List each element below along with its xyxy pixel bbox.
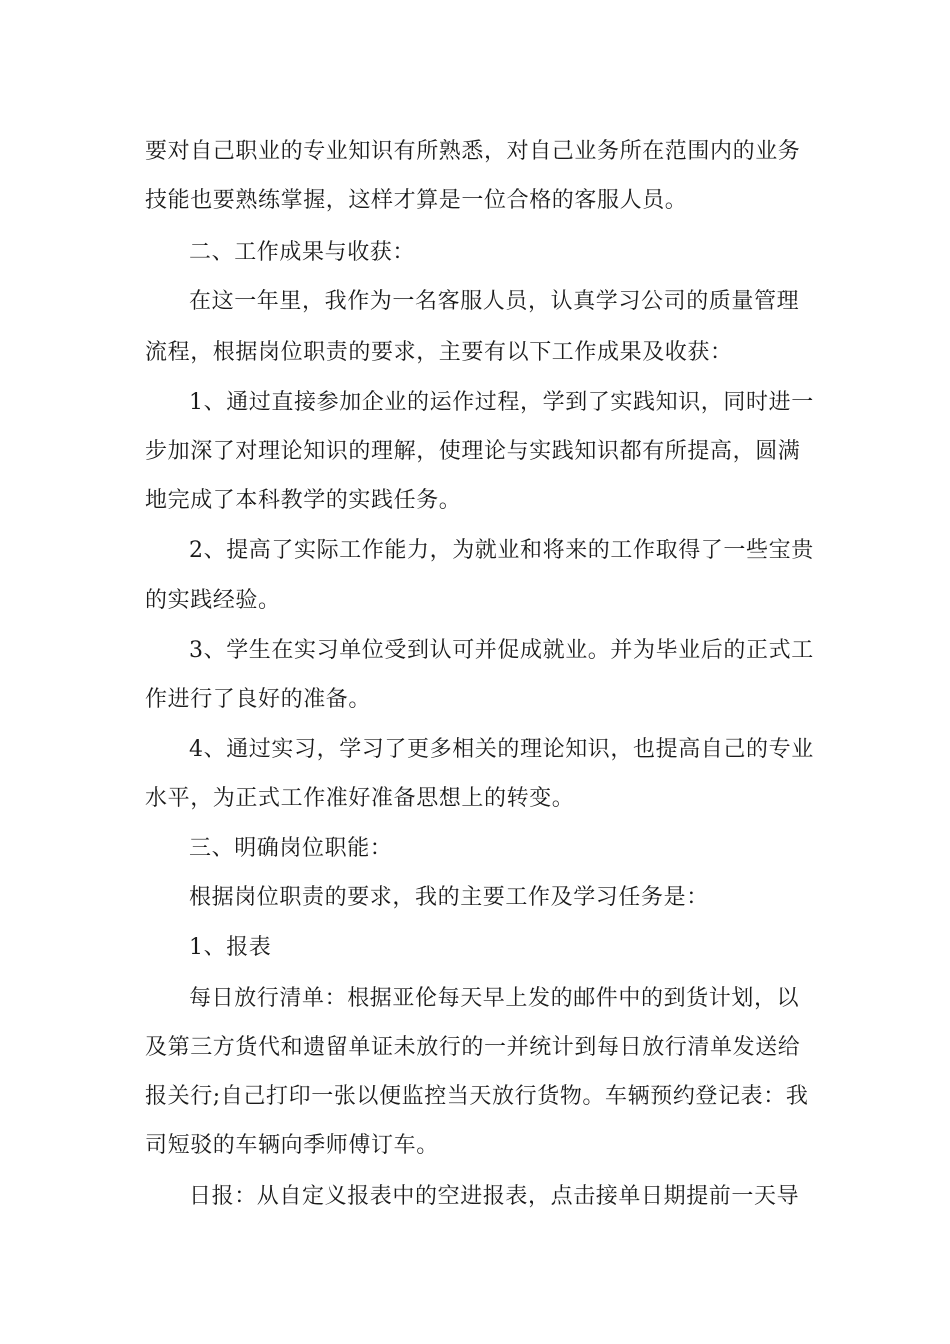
text-line: 要对自己职业的专业知识有所熟悉，对自己业务所在范围内的业务: [145, 139, 801, 164]
text-line: 报关行;自己打印一张以便监控当天放行货物。车辆预约登记表：我: [145, 1084, 809, 1109]
text-line: 流程，根据岗位职责的要求，主要有以下工作成果及收获：: [145, 340, 733, 365]
text-line: 水平，为正式工作准好准备思想上的转变。: [145, 786, 575, 811]
section-heading: 二、工作成果与收获：: [189, 240, 416, 265]
text-line: 的实践经验。: [145, 588, 281, 613]
text-line: 及第三方货代和遗留单证未放行的一并统计到每日放行清单发送给: [145, 1035, 801, 1060]
text-line: 每日放行清单：根据亚伦每天早上发的邮件中的到货计划，以: [189, 986, 800, 1011]
text-line: 技能也要熟练掌握，这样才算是一位合格的客服人员。: [145, 188, 688, 213]
section-heading: 三、明确岗位职能：: [189, 836, 393, 861]
text-line: 司短驳的车辆向季师傅订车。: [145, 1133, 439, 1158]
text-line: 在这一年里，我作为一名客服人员，认真学习公司的质量管理: [189, 289, 800, 314]
list-item: 1、通过直接参加企业的运作过程，学到了实践知识，同时进一: [189, 390, 814, 415]
list-item: 4、通过实习，学习了更多相关的理论知识，也提高自己的专业: [189, 737, 814, 762]
text-line: 根据岗位职责的要求，我的主要工作及学习任务是：: [189, 885, 709, 910]
list-item: 2、提高了实际工作能力，为就业和将来的工作取得了一些宝贵: [189, 538, 814, 563]
text-line: 地完成了本科教学的实践任务。: [145, 488, 462, 513]
list-item: 1、报表: [189, 935, 272, 960]
text-line: 作进行了良好的准备。: [145, 687, 372, 712]
list-item: 3、学生在实习单位受到认可并促成就业。并为毕业后的正式工: [189, 638, 814, 663]
text-line: 步加深了对理论知识的理解，使理论与实践知识都有所提高，圆满: [145, 439, 801, 464]
text-line: 日报：从自定义报表中的空进报表，点击接单日期提前一天导: [189, 1184, 800, 1209]
